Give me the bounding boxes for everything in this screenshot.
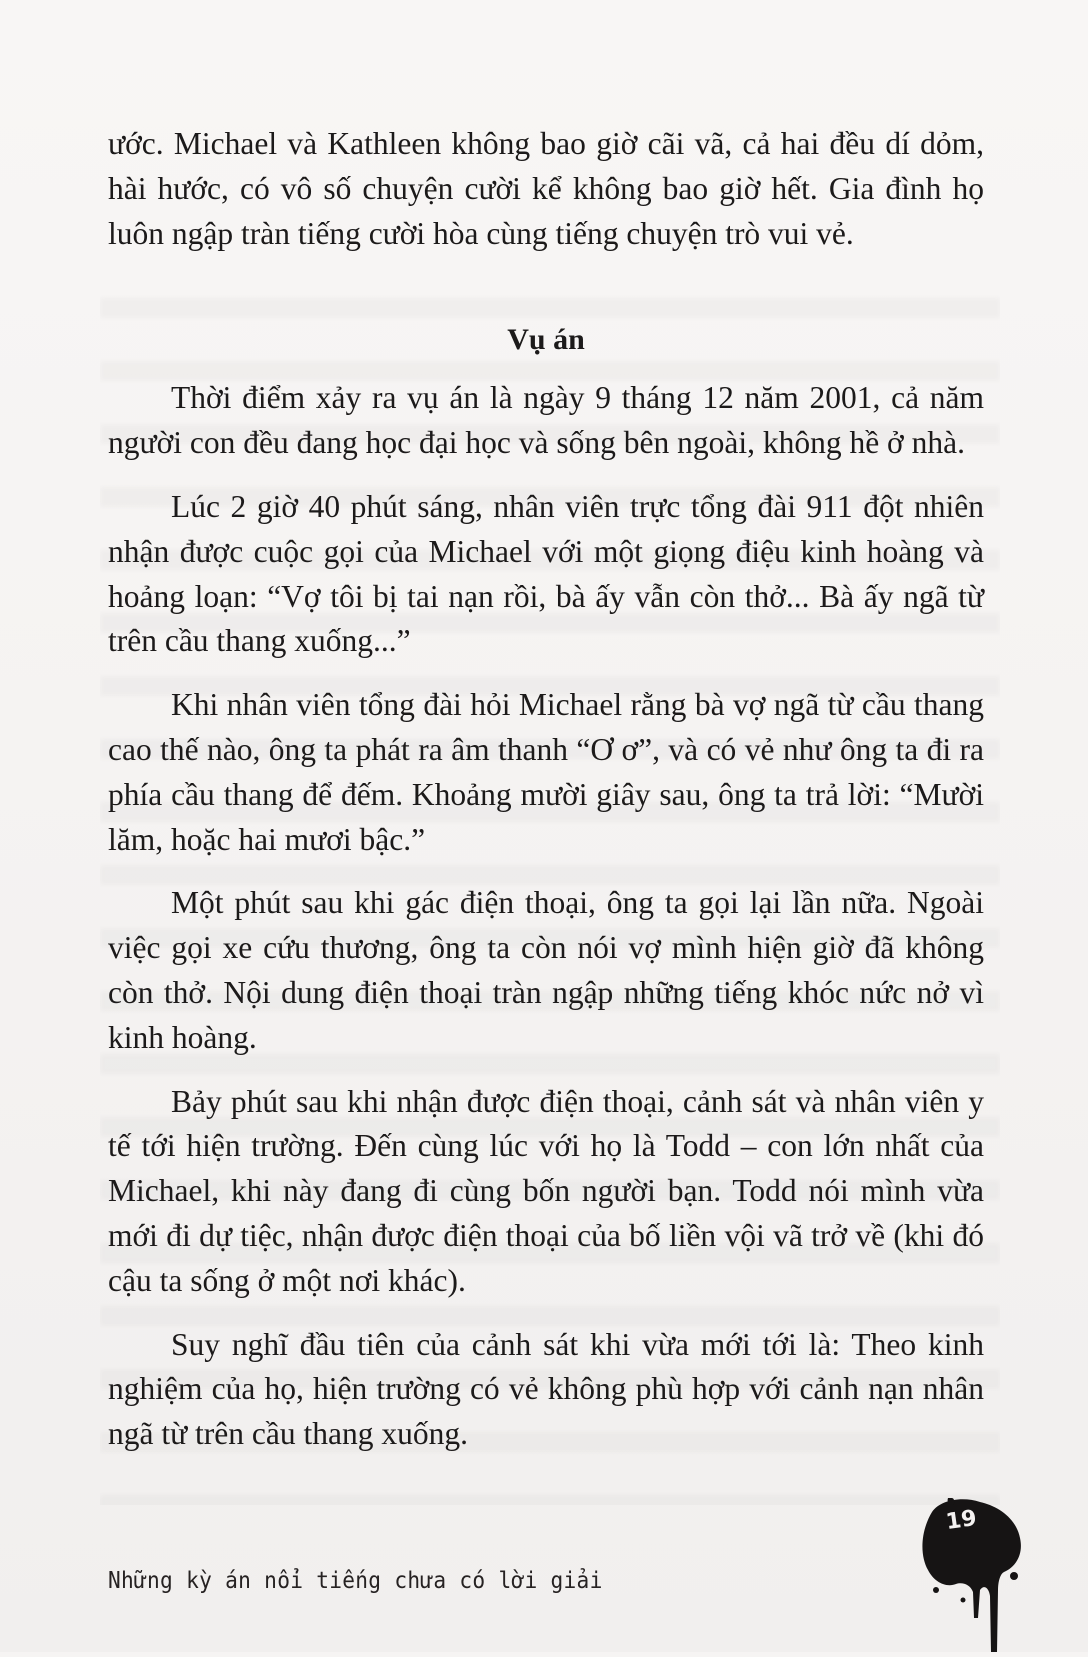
paragraph: Thời điểm xảy ra vụ án là ngày 9 tháng 12 năm 2001, cả năm người con đều đang học đại học và sống bên ngoài, không hề ở nhà. xyxy=(108,380,984,461)
section-heading: Vụ án xyxy=(507,323,585,357)
paragraph: Suy nghĩ đầu tiên của cảnh sát khi vừa mới tới là: Theo kinh nghiệm của họ, hiện trường có vẻ không phù hợp với cảnh nạn nhân ngã từ trên cầu thang xuống. xyxy=(108,1326,984,1452)
page-body xyxy=(108,122,984,1457)
running-footer-book-title: Những kỳ án nổi tiếng chưa có lời giải xyxy=(108,1568,603,1594)
paragraph: Khi nhân viên tổng đài hỏi Michael rằng bà vợ ngã từ cầu thang cao thế nào, ông ta phát ra âm thanh “Ơ ơ”, và có vẻ như ông ta đi ra phía cầu thang để đếm. Khoảng mười giây sau, ông ta trả lời: “Mười lăm, hoặc hai mươi bậc.” xyxy=(108,687,984,857)
paragraph: Một phút sau khi gác điện thoại, ông ta gọi lại lần nữa. Ngoài việc gọi xe cứu thương, ông ta còn nói vợ mình hiện giờ đã không còn thở. Nội dung điện thoại tràn ngập những tiếng khóc nức nở vì kinh hoàng. xyxy=(108,885,984,1055)
page-number: 19 xyxy=(944,1505,979,1536)
paragraph: Bảy phút sau khi nhận được điện thoại, cảnh sát và nhân viên y tế tới hiện trường. Đến cùng lúc với họ là Todd – con lớn nhất của Michael, khi này đang đi cùng bốn người bạn. Todd nói mình vừa mới đi dự tiệc, nhận được điện thoại của bố liền vội vã trở về (khi đó cậu ta sống ở một nơi khác). xyxy=(108,1083,984,1298)
paragraph: Lúc 2 giờ 40 phút sáng, nhân viên trực tổng đài 911 đột nhiên nhận được cuộc gọi của Michael với một giọng điệu kinh hoàng và hoảng loạn: “Vợ tôi bị tai nạn rồi, bà ấy vẫn còn thở... Bà ấy ngã từ trên cầu thang xuống...” xyxy=(108,488,984,659)
page-number-badge xyxy=(918,1498,1028,1652)
paragraph-continued: ước. Michael và Kathleen không bao giờ cãi vã, cả hai đều dí dỏm, hài hước, có vô số chuyện cười kể không bao giờ hết. Gia đình họ luôn ngập tràn tiếng cười hòa cùng tiếng chuyện trò vui vẻ. xyxy=(108,126,984,251)
